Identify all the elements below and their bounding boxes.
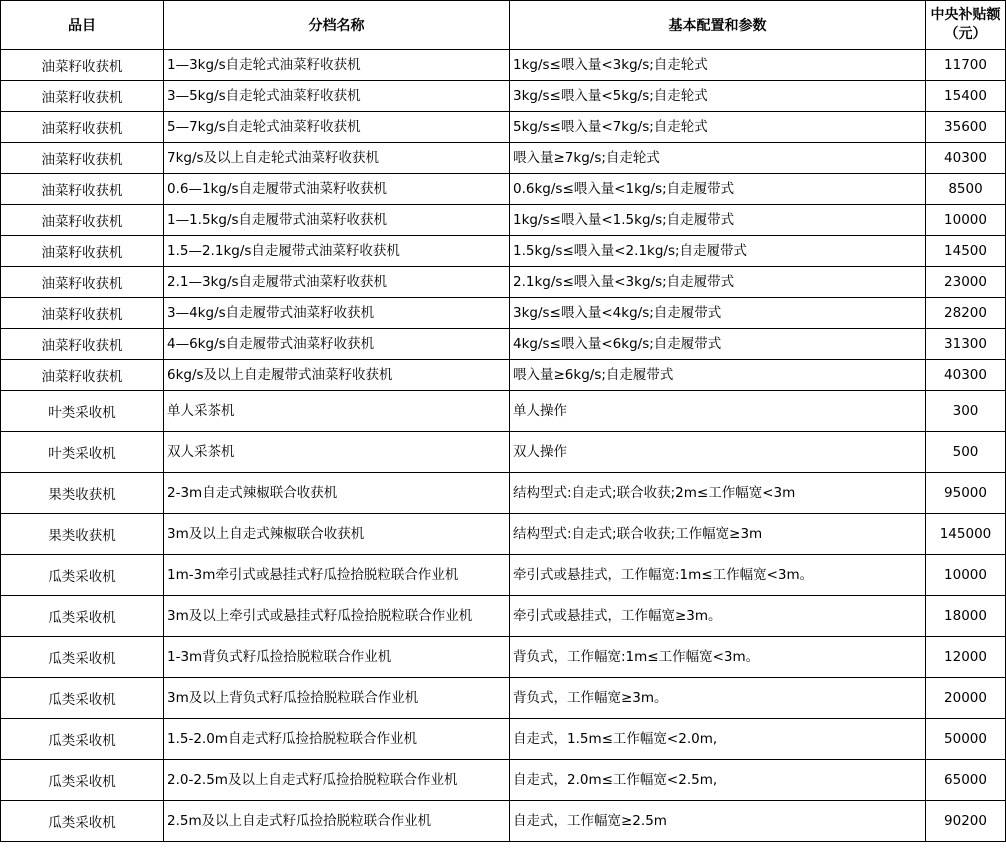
cell-name: 1.5-2.0m自走式籽瓜捡拾脱粒联合作业机	[164, 719, 510, 760]
cell-category: 油菜籽收获机	[1, 205, 164, 236]
cell-subsidy: 50000	[926, 719, 1006, 760]
cell-category: 油菜籽收获机	[1, 360, 164, 391]
cell-name: 3—5kg/s自走轮式油菜籽收获机	[164, 81, 510, 112]
cell-category: 果类收获机	[1, 473, 164, 514]
cell-category: 油菜籽收获机	[1, 81, 164, 112]
cell-spec: 背负式，工作幅宽≥3m。	[510, 678, 926, 719]
table-row	[1, 267, 1006, 298]
cell-spec: 2.1kg/s≤喂入量<3kg/s;自走履带式	[510, 267, 926, 298]
table-row	[1, 143, 1006, 174]
cell-category: 油菜籽收获机	[1, 112, 164, 143]
table-row	[1, 760, 1006, 801]
cell-category: 油菜籽收获机	[1, 298, 164, 329]
cell-name: 4—6kg/s自走履带式油菜籽收获机	[164, 329, 510, 360]
header-row	[1, 1, 1006, 50]
table-row	[1, 50, 1006, 81]
table-row	[1, 360, 1006, 391]
cell-subsidy: 11700	[926, 50, 1006, 81]
cell-spec: 牵引式或悬挂式，工作幅宽≥3m。	[510, 596, 926, 637]
cell-spec: 自走式，2.0m≤工作幅宽<2.5m,	[510, 760, 926, 801]
table-row	[1, 637, 1006, 678]
cell-spec: 结构型式:自走式;联合收获;工作幅宽≥3m	[510, 514, 926, 555]
table-row	[1, 81, 1006, 112]
cell-spec: 4kg/s≤喂入量<6kg/s;自走履带式	[510, 329, 926, 360]
cell-spec: 背负式，工作幅宽:1m≤工作幅宽<3m。	[510, 637, 926, 678]
table-row	[1, 174, 1006, 205]
table-row	[1, 329, 1006, 360]
cell-subsidy: 23000	[926, 267, 1006, 298]
cell-name: 0.6—1kg/s自走履带式油菜籽收获机	[164, 174, 510, 205]
cell-subsidy: 95000	[926, 473, 1006, 514]
cell-name: 1.5—2.1kg/s自走履带式油菜籽收获机	[164, 236, 510, 267]
cell-name: 2.1—3kg/s自走履带式油菜籽收获机	[164, 267, 510, 298]
cell-category: 瓜类采收机	[1, 719, 164, 760]
table-row	[1, 205, 1006, 236]
cell-name: 5—7kg/s自走轮式油菜籽收获机	[164, 112, 510, 143]
table-row	[1, 678, 1006, 719]
table-row	[1, 555, 1006, 596]
cell-category: 瓜类采收机	[1, 637, 164, 678]
cell-spec: 自走式，工作幅宽≥2.5m	[510, 801, 926, 842]
cell-subsidy: 35600	[926, 112, 1006, 143]
header-spec: 基本配置和参数	[510, 1, 926, 50]
cell-subsidy: 12000	[926, 637, 1006, 678]
header-name: 分档名称	[164, 1, 510, 50]
cell-name: 1—1.5kg/s自走履带式油菜籽收获机	[164, 205, 510, 236]
cell-category: 瓜类采收机	[1, 678, 164, 719]
cell-name: 双人采茶机	[164, 432, 510, 473]
table-row	[1, 596, 1006, 637]
cell-spec: 喂入量≥6kg/s;自走履带式	[510, 360, 926, 391]
table-row	[1, 514, 1006, 555]
table-row	[1, 112, 1006, 143]
cell-category: 瓜类采收机	[1, 555, 164, 596]
table-row	[1, 473, 1006, 514]
cell-subsidy: 90200	[926, 801, 1006, 842]
cell-spec: 5kg/s≤喂入量<7kg/s;自走轮式	[510, 112, 926, 143]
table-row	[1, 719, 1006, 760]
cell-name: 1m-3m牵引式或悬挂式籽瓜捡拾脱粒联合作业机	[164, 555, 510, 596]
cell-name: 3m及以上自走式辣椒联合收获机	[164, 514, 510, 555]
cell-category: 油菜籽收获机	[1, 174, 164, 205]
cell-category: 瓜类采收机	[1, 760, 164, 801]
cell-spec: 单人操作	[510, 391, 926, 432]
cell-category: 叶类采收机	[1, 432, 164, 473]
cell-subsidy: 40300	[926, 143, 1006, 174]
cell-name: 1—3kg/s自走轮式油菜籽收获机	[164, 50, 510, 81]
cell-subsidy: 20000	[926, 678, 1006, 719]
cell-spec: 喂入量≥7kg/s;自走轮式	[510, 143, 926, 174]
cell-category: 油菜籽收获机	[1, 267, 164, 298]
cell-name: 3m及以上牵引式或悬挂式籽瓜捡拾脱粒联合作业机	[164, 596, 510, 637]
cell-name: 1-3m背负式籽瓜捡拾脱粒联合作业机	[164, 637, 510, 678]
cell-category: 油菜籽收获机	[1, 329, 164, 360]
cell-category: 瓜类采收机	[1, 801, 164, 842]
cell-name: 7kg/s及以上自走轮式油菜籽收获机	[164, 143, 510, 174]
cell-subsidy: 8500	[926, 174, 1006, 205]
cell-spec: 0.6kg/s≤喂入量<1kg/s;自走履带式	[510, 174, 926, 205]
cell-spec: 3kg/s≤喂入量<5kg/s;自走轮式	[510, 81, 926, 112]
cell-spec: 3kg/s≤喂入量<4kg/s;自走履带式	[510, 298, 926, 329]
cell-subsidy: 28200	[926, 298, 1006, 329]
cell-subsidy: 65000	[926, 760, 1006, 801]
cell-category: 叶类采收机	[1, 391, 164, 432]
cell-subsidy: 18000	[926, 596, 1006, 637]
cell-name: 2-3m自走式辣椒联合收获机	[164, 473, 510, 514]
table-row	[1, 236, 1006, 267]
cell-spec: 双人操作	[510, 432, 926, 473]
cell-category: 果类收获机	[1, 514, 164, 555]
cell-category: 油菜籽收获机	[1, 143, 164, 174]
cell-category: 瓜类采收机	[1, 596, 164, 637]
cell-subsidy: 10000	[926, 205, 1006, 236]
cell-name: 3—4kg/s自走履带式油菜籽收获机	[164, 298, 510, 329]
header-category: 品目	[1, 1, 164, 50]
cell-name: 6kg/s及以上自走履带式油菜籽收获机	[164, 360, 510, 391]
cell-subsidy: 145000	[926, 514, 1006, 555]
table-row	[1, 432, 1006, 473]
cell-spec: 自走式，1.5m≤工作幅宽<2.0m,	[510, 719, 926, 760]
cell-spec: 牵引式或悬挂式，工作幅宽:1m≤工作幅宽<3m。	[510, 555, 926, 596]
cell-category: 油菜籽收获机	[1, 50, 164, 81]
cell-name: 2.5m及以上自走式籽瓜捡拾脱粒联合作业机	[164, 801, 510, 842]
cell-spec: 1.5kg/s≤喂入量<2.1kg/s;自走履带式	[510, 236, 926, 267]
cell-subsidy: 300	[926, 391, 1006, 432]
cell-spec: 1kg/s≤喂入量<3kg/s;自走轮式	[510, 50, 926, 81]
cell-category: 油菜籽收获机	[1, 236, 164, 267]
cell-subsidy: 15400	[926, 81, 1006, 112]
header-subsidy: 中央补贴额（元）	[926, 1, 1006, 50]
cell-name: 3m及以上背负式籽瓜捡拾脱粒联合作业机	[164, 678, 510, 719]
cell-name: 单人采茶机	[164, 391, 510, 432]
table-row	[1, 801, 1006, 842]
cell-spec: 1kg/s≤喂入量<1.5kg/s;自走履带式	[510, 205, 926, 236]
table-row	[1, 391, 1006, 432]
cell-subsidy: 40300	[926, 360, 1006, 391]
cell-spec: 结构型式:自走式;联合收获;2m≤工作幅宽<3m	[510, 473, 926, 514]
cell-subsidy: 500	[926, 432, 1006, 473]
cell-subsidy: 31300	[926, 329, 1006, 360]
cell-subsidy: 10000	[926, 555, 1006, 596]
cell-name: 2.0-2.5m及以上自走式籽瓜捡拾脱粒联合作业机	[164, 760, 510, 801]
table-row	[1, 298, 1006, 329]
cell-subsidy: 14500	[926, 236, 1006, 267]
